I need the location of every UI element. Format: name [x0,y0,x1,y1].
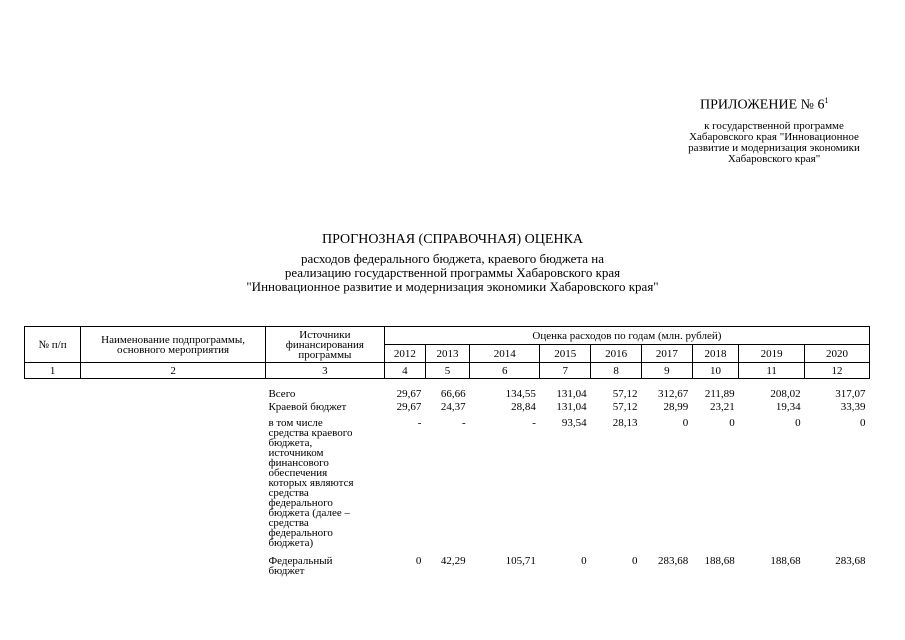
value-cell: 42,29 [440,555,466,567]
row-source-line: обеспечения [268,467,328,479]
column-number: 7 [540,363,591,379]
header-source-text: Источники финансирования программы [285,328,364,361]
document-subtitle-line: реализацию государственной программы Хабаровского края [284,265,621,280]
row-source: Всего [268,388,296,400]
row-source-line: Федеральный [268,555,333,567]
header-estimate: Оценка расходов по годам (млн. рублей) [384,327,869,345]
year-header: 2017 [641,345,692,363]
value-cell: 131,04 [556,388,587,400]
appendix-subtitle-line: Хабаровского края" [727,153,821,165]
column-number: 8 [591,363,642,379]
value-cell: 283,68 [835,555,866,567]
year-header: 2020 [805,345,870,363]
value-cell: 105,71 [505,555,536,567]
value-cell: 188,68 [770,555,801,567]
document-subtitle [0,252,905,294]
value-cell: - [417,417,422,429]
value-cell: 66,66 [440,388,466,400]
value-cell: - [532,417,536,429]
value-cell: 0 [581,555,587,567]
table-row-total [25,379,870,400]
row-source-line: бюджет [268,565,305,577]
column-number: 10 [692,363,738,379]
value-cell: 28,13 [612,417,638,429]
value-cell: 19,34 [775,401,801,413]
row-num-cell [25,412,81,548]
value-cell: 0 [631,555,638,567]
row-name-cell [81,412,266,548]
value-cell: 57,12 [612,388,638,400]
year-header: 2013 [425,345,469,363]
header-name [81,327,266,363]
header-name-text: Наименование подпрограммы, основного мероприятия [101,333,245,356]
value-cell: 28,99 [663,401,689,413]
row-source [265,412,384,548]
year-header: 2018 [692,345,738,363]
row-source-line: источником [268,447,324,459]
year-header: 2019 [739,345,805,363]
appendix-title-superscript: 1 [824,96,829,105]
row-num-cell [25,399,81,412]
appendix-subtitle [664,121,884,165]
row-source-line: средства [268,487,309,499]
table-row-federal-budget [25,548,870,576]
table-header-row [25,327,870,345]
column-number: 5 [425,363,469,379]
value-cell: 283,68 [657,555,689,567]
year-header: 2014 [470,345,540,363]
appendix-title-text: ПРИЛОЖЕНИЕ № 6 [700,97,825,113]
row-source-line: средства [268,517,309,529]
value-cell: 134,55 [505,388,536,400]
value-cell: 28,84 [511,401,536,413]
column-number: 6 [470,363,540,379]
value-cell: 24,37 [440,401,466,413]
document-subtitle-line: расходов федерального бюджета, краевого бюджета на [300,251,604,266]
document-title: ПРОГНОЗНАЯ (СПРАВОЧНАЯ) ОЦЕНКА [321,232,584,247]
header-num [25,327,81,363]
row-source-line: бюджета, [268,437,313,449]
column-number: 11 [739,363,805,379]
value-cell: 93,54 [561,417,587,429]
row-source [265,548,384,576]
value-cell: 312,67 [657,388,689,400]
appendix-subtitle-line: развитие и модернизация экономики [688,142,860,154]
row-num-cell [25,548,81,576]
value-cell: 208,02 [770,388,801,400]
value-cell: 188,68 [704,555,735,567]
column-number: 12 [805,363,870,379]
column-number: 9 [641,363,692,379]
header-source [265,327,384,363]
row-name-cell [81,399,266,412]
row-source-line: которых являются [268,477,354,489]
column-number: 1 [25,363,81,379]
column-number: 4 [384,363,425,379]
row-source-line: средства краевого [268,427,353,439]
table-column-numbers-row [25,363,870,379]
appendix-title [700,96,829,114]
value-cell: 33,39 [840,401,866,413]
appendix-subtitle-line: Хабаровского края "Инновационное [689,131,859,143]
value-cell: 211,89 [704,388,735,400]
value-cell: 29,67 [396,388,422,400]
column-number: 2 [81,363,266,379]
value-cell: 23,21 [709,401,735,413]
year-header: 2016 [591,345,642,363]
row-source-line: федерального [268,497,333,509]
row-name-cell [81,548,266,576]
value-cell: 57,12 [612,401,638,413]
value-cell: 0 [682,417,689,429]
value-cell: 0 [415,555,422,567]
row-num-cell [25,379,81,400]
row-source-line: финансового [268,457,329,469]
row-name-cell [81,379,266,400]
row-source-line: бюджета (далее – [268,507,350,519]
value-cell: - [461,417,466,429]
value-cell: 0 [860,417,866,429]
value-cell: 317,07 [835,388,866,400]
row-source: Краевой бюджет [268,401,347,413]
expense-estimate-table [24,326,870,576]
table-row-regional-budget [25,399,870,412]
value-cell: 0 [729,417,735,429]
value-cell: 131,04 [556,401,587,413]
table-row-including-federal-funds [25,412,870,548]
row-source-line: в том числе [268,417,323,429]
row-source-line: бюджета) [268,537,314,549]
value-cell: 0 [795,417,801,429]
year-header: 2012 [384,345,425,363]
appendix-subtitle-line: к государственной программе [704,120,844,132]
year-header: 2015 [540,345,591,363]
header-num-text: № п/п [38,338,67,351]
document-subtitle-line: "Инновационное развитие и модернизация экономики Хабаровского края" [246,279,659,294]
row-source-line: федерального [268,527,333,539]
column-number: 3 [265,363,384,379]
value-cell: 29,67 [396,401,422,413]
